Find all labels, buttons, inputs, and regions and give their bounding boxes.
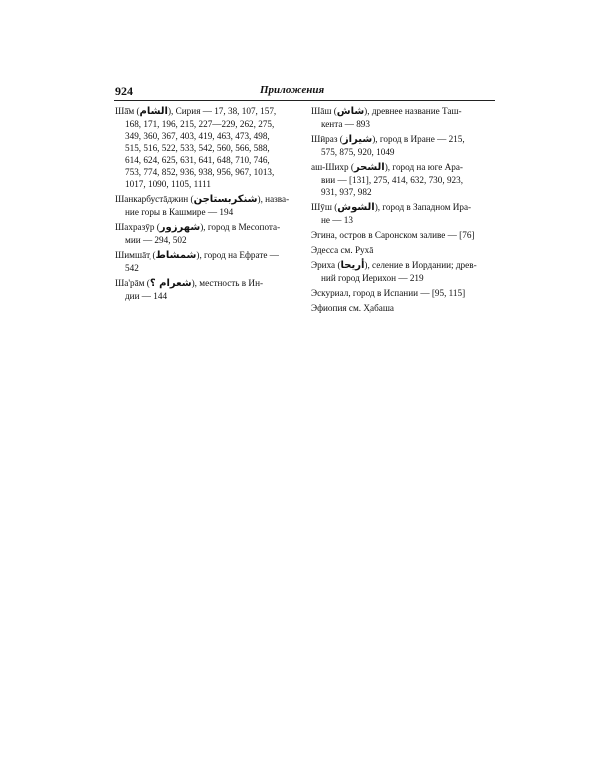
entry-line: 349, 360, 367, 403, 419, 463, 473, 498,: [125, 131, 270, 141]
page-header-title: Приложения: [260, 84, 325, 96]
entry-line: ние горы в Кашмире — 194: [125, 207, 234, 217]
entry-line: Эриха (أريحا), селение в Иордании; древ-: [311, 260, 477, 271]
entry-arabic: الشوش: [337, 202, 375, 213]
page-number: 924: [115, 84, 133, 98]
entry-text: ), город на Ефрате —: [196, 250, 279, 260]
index-entry: [311, 201, 497, 226]
entry-text: ), город в Месопота-: [200, 222, 281, 232]
entry-text: ), город в Иране — 215,: [372, 134, 465, 144]
entry-line: Шӯш (الشوش), город в Западном Ира-: [311, 202, 472, 213]
entry-line: Эдесса см. Рухā: [311, 245, 374, 255]
entry-line: 1017, 1090, 1105, 1111: [125, 179, 211, 189]
entry-text: ), город на юге Ара-: [384, 162, 463, 172]
entry-arabic: شعرام ؟: [149, 278, 192, 289]
entry-line: Шāш (شاش), древнее название Таш-: [311, 106, 462, 117]
entry-arabic: الشام: [139, 106, 168, 117]
entry-line: вии — [131], 275, 414, 632, 730, 923,: [321, 175, 464, 185]
header-rule: [114, 100, 495, 101]
entry-term: Шӣраз: [311, 134, 338, 144]
entry-line: 931, 937, 982: [321, 187, 372, 197]
index-entry: [311, 259, 497, 284]
entry-line: 515, 516, 522, 533, 542, 560, 566, 588,: [125, 143, 270, 153]
entry-line: мии — 294, 502: [125, 235, 187, 245]
entry-arabic: شيراز: [342, 134, 373, 145]
entry-term: Шимшāт̣: [115, 250, 151, 260]
entry-term: Шӯш: [311, 202, 332, 212]
entry-line: не — 13: [321, 215, 353, 225]
entry-term: аш-Шихр: [311, 162, 349, 172]
entry-line: Ша'рāм (شعرام ؟), местность в Ин-: [115, 278, 264, 289]
entry-arabic: أريحا: [340, 260, 365, 271]
entry-line: Шā̄м (الشام), Сирия — 17, 38, 107, 157,: [115, 106, 277, 117]
entry-term: Ша'рāм: [115, 278, 145, 288]
entry-line: ний город Иерихон — 219: [321, 273, 424, 283]
right-column: [311, 105, 497, 317]
entry-line: 753, 774, 852, 936, 938, 956, 967, 1013,: [125, 167, 275, 177]
index-entry: [311, 302, 497, 314]
index-entry: [311, 105, 497, 130]
index-entry: [311, 161, 497, 198]
entry-line: 168, 171, 196, 215, 227—229, 262, 275,: [125, 119, 275, 129]
entry-text: ), назва-: [257, 194, 290, 204]
entry-text: ), местность в Ин-: [191, 278, 264, 288]
entry-line: Шимшāт̣ (شمشاط), город на Ефрате —: [115, 250, 279, 261]
entry-term: Шахразӯр: [115, 222, 155, 232]
entry-line: Эскуриал, город в Испании — [95, 115]: [311, 288, 466, 298]
entry-term: Шанкарбустāджин: [115, 194, 189, 204]
left-column: [115, 105, 301, 305]
entry-arabic: شمشاط: [155, 250, 197, 261]
entry-arabic: شنكربستاجن: [193, 194, 258, 205]
entry-line: Эгина, остров в Саронском заливе — [76]: [311, 230, 475, 240]
entry-arabic: شهرزور: [159, 222, 201, 233]
entry-text: ), селение в Иордании; древ-: [364, 260, 477, 270]
index-entry: [311, 229, 497, 241]
entry-arabic: شاش: [336, 106, 365, 117]
entry-term: Шāш: [311, 106, 332, 116]
index-entry: [115, 277, 301, 302]
entry-line: кента — 893: [321, 119, 370, 129]
index-entry: [311, 133, 497, 158]
entry-line: аш-Шихр (الشحر), город на юге Ара-: [311, 162, 463, 173]
entry-term: Шā̄м: [115, 106, 135, 116]
entry-line: Шахразӯр (شهرزور), город в Месопота-: [115, 222, 281, 233]
index-entry: [311, 287, 497, 299]
entry-line: Шӣраз (شيراز), город в Иране — 215,: [311, 134, 465, 145]
index-entry: [115, 193, 301, 218]
index-entry: [115, 105, 301, 190]
index-entry: [311, 244, 497, 256]
entry-line: 542: [125, 263, 139, 273]
entry-term: Эриха: [311, 260, 336, 270]
entry-text: ), древнее название Таш-: [364, 106, 462, 116]
index-entry: [115, 221, 301, 246]
index-entry: [115, 249, 301, 274]
entry-text: ), Сирия — 17, 38, 107, 157,: [167, 106, 277, 116]
entry-line: 575, 875, 920, 1049: [321, 147, 395, 157]
entry-line: дии — 144: [125, 291, 168, 301]
entry-line: Эфиопия см. Х̣абаша: [311, 303, 394, 313]
entry-text: ), город в Западном Ира-: [374, 202, 472, 212]
entry-line: 614, 624, 625, 631, 641, 648, 710, 746,: [125, 155, 270, 165]
entry-line: Шанкарбустāджин (شنكربستاجن), назва-: [115, 194, 290, 205]
entry-arabic: الشحر: [353, 162, 385, 173]
